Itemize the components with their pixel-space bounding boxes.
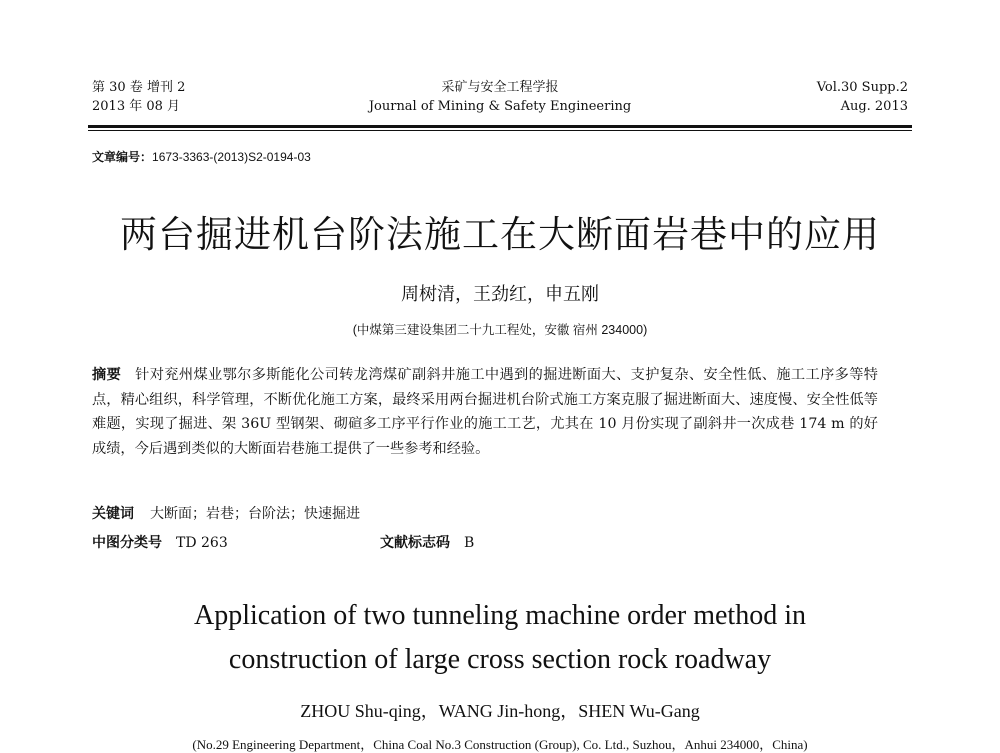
article-number-value: 1673-3363-(2013)S2-0194-03: [152, 150, 311, 164]
abstract-text: 针对兖州煤业鄂尔多斯能化公司转龙湾煤矿副斜井施工中遇到的掘进断面大、支护复杂、安全性低、施工工序多等特点，精心组织，科学管理，不断优化施工方案，最终采用两台掘进机台阶式施工方案克服了掘进断面大、速度慢、安全性低等难题，实现了掘进、架 36U 型钢架、砌碹多工序平行作业的施工工艺，尤其在 10 月份实现了副斜井一次成巷 174 m 的好成绩，今后遇到类似的大断面岩巷施工提供了一些参考和经验。: [92, 367, 878, 457]
header-right: [817, 78, 908, 116]
journal-header: [92, 78, 908, 120]
doc-code-value: B: [464, 535, 475, 551]
keywords: [92, 503, 360, 523]
volume-en: Vol.30 Supp.2: [816, 80, 908, 95]
date-en: Aug. 2013: [840, 99, 908, 114]
article-number: [92, 148, 311, 165]
title-cn: 两台掘进机台阶法施工在大断面岩巷中的应用: [120, 213, 880, 256]
clc-label: 中图分类号: [92, 535, 162, 551]
title-en: [0, 594, 1000, 682]
abstract: [92, 363, 878, 461]
title-en-line2: construction of large cross section rock roadway: [228, 644, 772, 675]
header-rule-thick: [88, 125, 912, 128]
authors-cn: 周树清，王劲红，申五刚: [401, 284, 599, 305]
date-cn: 2013 年 08 月: [92, 99, 181, 114]
classification-row: [92, 532, 878, 552]
volume-cn: 第 30 卷 增刊 2: [92, 80, 186, 95]
authors-en: ZHOU Shu-qing，WANG Jin-hong，SHEN Wu-Gang: [300, 701, 700, 721]
clc-value: TD 263: [176, 535, 228, 551]
header-rule-thin: [88, 130, 912, 131]
journal-name-en: Journal of Mining & Safety Engineering: [368, 99, 632, 114]
article-number-label: 文章编号：: [92, 150, 153, 164]
title-en-line1: Application of two tunneling machine order method in: [194, 600, 806, 631]
header-center: [92, 78, 908, 116]
journal-name-cn: 采矿与安全工程学报: [441, 80, 559, 95]
affiliation-cn: (中煤第三建设集团二十九工程处，安徽 宿州 234000): [352, 323, 648, 337]
keywords-text: 大断面；岩巷；台阶法；快速掘进: [150, 506, 360, 522]
abstract-label: 摘要: [92, 367, 122, 383]
document-code: [380, 532, 474, 552]
affiliation-en: (No.29 Engineering Department，China Coal No.3 Construction (Group), Co. Ltd., Suzhou，Anhui 234000，China): [192, 737, 808, 752]
doc-code-label: 文献标志码: [380, 535, 450, 551]
keywords-label: 关键词: [92, 506, 134, 522]
